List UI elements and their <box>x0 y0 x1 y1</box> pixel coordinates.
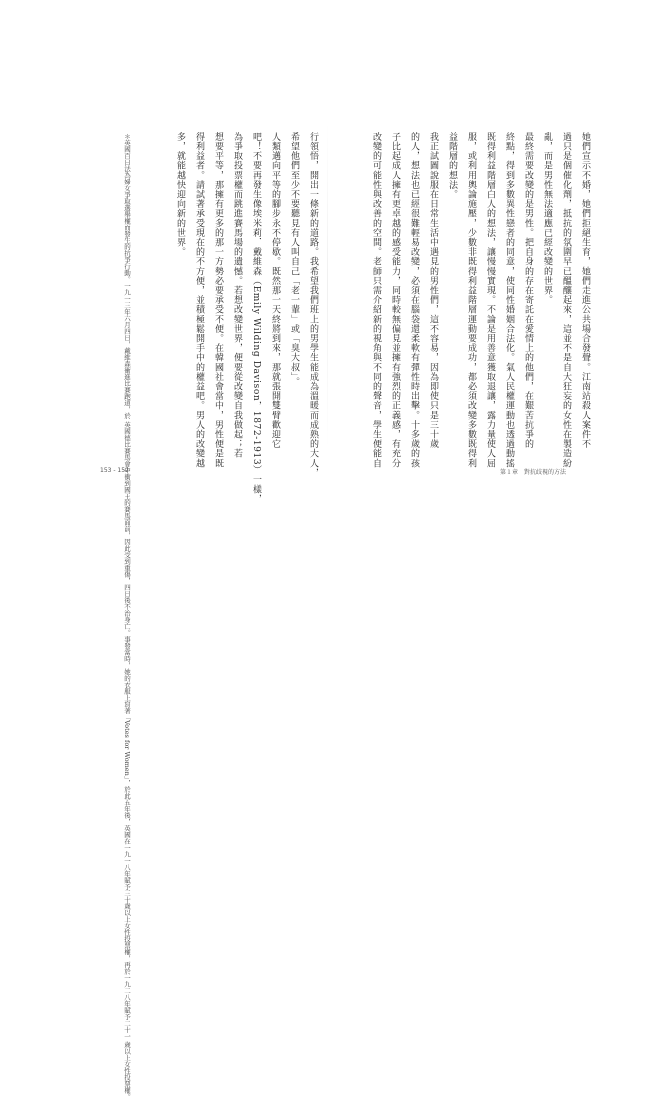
right-page-body <box>371 132 594 468</box>
text-line: 吧！不要再發生像埃米莉．戴維森（Emily Wilding Davison，1872-1913）一樣， <box>251 132 261 504</box>
right-page-header: 第１章 對抗歧視的方法 <box>500 469 567 476</box>
text-line: 為爭取投票權而跳進賽馬場的遺憾。若想改變世界，便要從改變自我做起；若 <box>232 132 242 459</box>
page-gutter <box>327 120 328 450</box>
text-line: 既得利益階層白人的想法，讓慢慢實現。不論是用善意獲取退讓，露力量使人屈 <box>485 132 495 468</box>
text-line: 子比起成人擁有更卓越的感受能力，同時較無偏見並擁有強烈的正義感，有充分 <box>390 132 400 468</box>
text-line: 希望他們至少不要聽見有人叫自己「老一輩」或「臭大叔」。 <box>289 132 299 387</box>
text-line: 人類邁向平等的腳步永不停歇。既然那一天終將到來，那就張開雙臂歡迎它 <box>270 132 280 449</box>
left-page-number: 153 - 152 <box>100 467 129 474</box>
text-line: 終點，得到多數異性戀者的同意，使同性婚姻合法化。氣人民權運動也透過動搖 <box>504 132 514 468</box>
footnote-line: 英國德比賽馬會中衝到國王的賽馬面前，因此受到重傷，四日後不治身亡。事發當時，她的衣服上寫著「Votes for <box>123 421 131 750</box>
text-line: 改變的可能性與改善的空間。老師只需介紹新的視角與不同的聲音，學生便能自 <box>371 132 381 468</box>
text-line: 我正試圖說服在日常生活中遇見的男性們，這不容易，因為即使只是三十歲 <box>428 132 438 449</box>
text-line: 的人，想法也已經很難輕易改變，必須在腦袋還柔軟有彈性時出擊。十多歲的孩 <box>409 132 419 468</box>
text-line: 她們宣示不婚，她們拒絕生育，她們走進公共場合發聲。江南站殺人案件不 <box>580 132 590 449</box>
left-page-body <box>140 132 322 504</box>
text-line: 亂，而是男性無法適應已經改變的世界。 <box>542 132 552 305</box>
text-line: 想要平等，那擁有更多的那一方勢必要承受不便。在韓國社會當中，男性便是既 <box>213 132 223 468</box>
text-line: 過只是個催化劑，抵抗的氛圍早已醞釀起來，這並不是自大狂妄的女性在製造紛 <box>561 132 571 468</box>
text-line: 最終需要改變的是男性。把自身的存在寄託在愛情上的他們，在艱苦抗爭的 <box>523 132 533 449</box>
text-line: 服，或利用輿論施壓，少數非既得利益階層運動要成功，都必須改變多數既得利 <box>466 132 476 468</box>
text-line: 行領悟，開出一條新的道路。我希望我們班上的男學生能成為溫暖而成熟的大人， <box>308 132 318 478</box>
footnote-line: 歲以上女性投票權。 <box>123 1041 131 1100</box>
text-line: 多，就能越快迎向新的世界。 <box>175 132 185 257</box>
text-line: 得利益者。請試著承受現在的不方便，並積極鬆開手中的權益吧。男人的改變越 <box>194 132 204 468</box>
footnote-line: ＊英國百日法為婦女爭取選舉權而發生的抗爭行動。一九一三年六月四日，戴維森衝進比賽跑道，於 <box>123 133 131 419</box>
text-line: 益階層的想法。 <box>447 132 457 200</box>
footnote-line: Women」，於此五年後，英國在一九一八年賦予三十歲以上女性投票權，再於一九二八年賦予二十一 <box>123 751 131 1040</box>
